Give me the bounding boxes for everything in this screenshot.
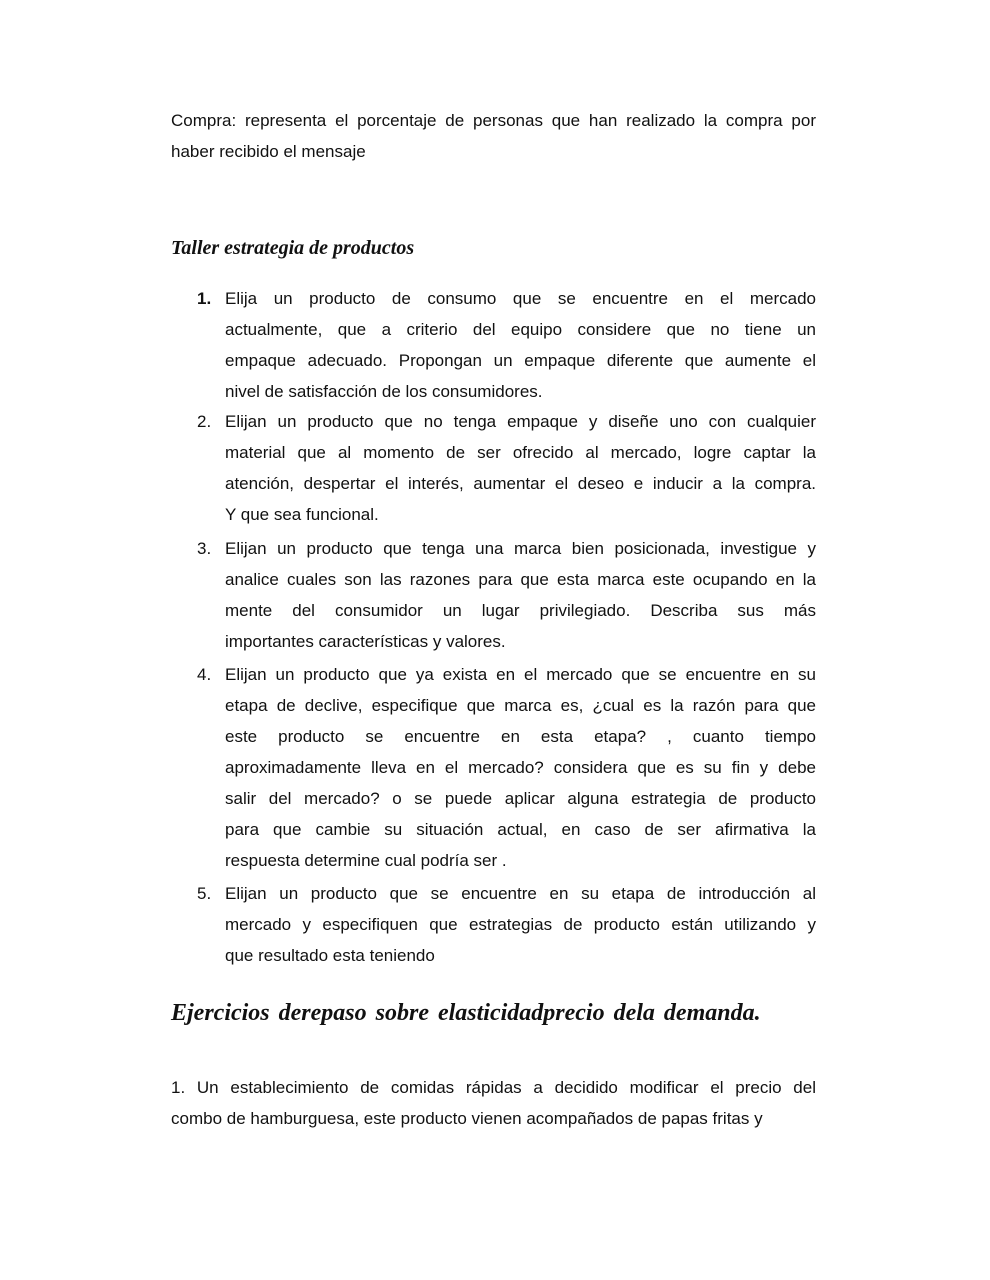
section-heading: Taller estrategia de productos — [171, 237, 415, 259]
text-line: atención, despertar el interés, aumentar el deseo e inducir a la compra. — [225, 474, 816, 493]
list-number: 5. — [197, 884, 212, 903]
text-line: aproximadamente lleva en el mercado? considera que es su fin y debe — [225, 758, 816, 777]
text-line: combo de hamburguesa, este producto vienen acompañados de papas fritas y — [171, 1109, 763, 1128]
text-line: 1. Un establecimiento de comidas rápidas a decidido modificar el precio del — [171, 1078, 816, 1097]
text-line: Elijan un producto que ya exista en el mercado que se encuentre en su — [225, 665, 816, 684]
text-line: nivel de satisfacción de los consumidores. — [225, 382, 543, 401]
list-number: 2. — [197, 412, 212, 431]
text-line: mercado y especifiquen que estrategias de producto están utilizando y — [225, 915, 816, 934]
text-line: importantes características y valores. — [225, 632, 506, 651]
list-item — [197, 283, 816, 407]
text-line: que resultado esta teniendo — [225, 946, 435, 965]
list-item — [197, 878, 816, 971]
text-line: etapa de declive, especifique que marca es, ¿cual es la razón para que — [225, 696, 816, 715]
list-item — [197, 659, 816, 876]
text-line: haber recibido el mensaje — [171, 142, 366, 161]
text-line: Elija un producto de consumo que se encuentre en el mercado — [225, 289, 816, 308]
list-number: 4. — [197, 665, 212, 684]
exercise-paragraph — [171, 1072, 816, 1134]
text-line: Compra: representa el porcentaje de personas que han realizado la compra por — [171, 111, 816, 130]
text-line: respuesta determine cual podría ser . — [225, 851, 507, 870]
section-heading: Ejercicios derepaso sobre elasticidadprecio dela demanda. — [171, 1000, 761, 1026]
text-line: Elijan un producto que tenga una marca bien posicionada, investigue y — [225, 539, 816, 558]
text-line: Y que sea funcional. — [225, 505, 379, 524]
text-line: para que cambie su situación actual, en caso de ser afirmativa la — [225, 820, 816, 839]
text-line: salir del mercado? o se puede aplicar alguna estrategia de producto — [225, 789, 816, 808]
text-line: Elijan un producto que no tenga empaque y diseñe uno con cualquier — [225, 412, 816, 431]
list-item — [197, 533, 816, 657]
text-line: mente del consumidor un lugar privilegiado. Describa sus más — [225, 601, 816, 620]
text-line: actualmente, que a criterio del equipo considere que no tiene un — [225, 320, 816, 339]
text-line: material que al momento de ser ofrecido al mercado, logre captar la — [225, 443, 816, 462]
list-item — [197, 406, 816, 530]
intro-paragraph — [171, 105, 816, 167]
list-number: 3. — [197, 539, 212, 558]
list-number: 1. — [197, 289, 212, 308]
text-line: este producto se encuentre en esta etapa? , cuanto tiempo — [225, 727, 816, 746]
text-line: empaque adecuado. Propongan un empaque diferente que aumente el — [225, 351, 816, 370]
text-line: Elijan un producto que se encuentre en su etapa de introducción al — [225, 884, 816, 903]
text-line: analice cuales son las razones para que esta marca este ocupando en la — [225, 570, 816, 589]
